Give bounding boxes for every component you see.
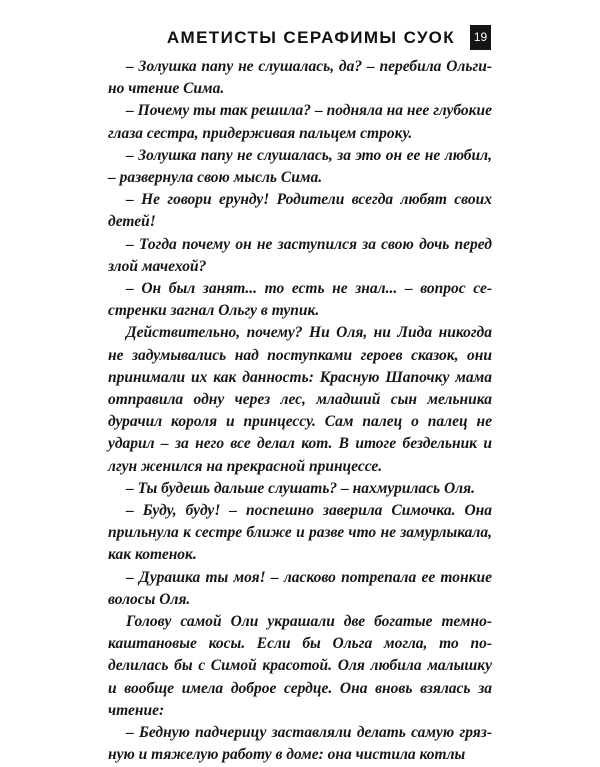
paragraph: – Почему ты так решила? – подняла на нее глубокие глаза сестра, придерживая пальцем строку. xyxy=(108,102,492,142)
paragraph: – Бедную падчерицу заставляли делать самую грязную и тяжелую работу в доме: она чистила котлы xyxy=(108,724,492,764)
page-number-badge: 19 xyxy=(470,25,491,50)
paragraph: – Ты будешь дальше слушать? – нахмурилась Оля. xyxy=(126,479,475,497)
paragraph: Действительно, почему? Ни Оля, ни Лида никогда не задумывались над поступками героев сказок, они принимали их как данность: Красную Шапочку мама отправила одну через лес, младший сын мельника дурачил короля и принцессу. Сам палец о палец не ударил – за него все делал кот. В итоге бездельник и лгун женился на прекрасной принцессе. xyxy=(108,324,492,475)
book-text-body xyxy=(108,56,492,767)
paragraph: Голову самой Оли украшали две богатые темно-каштановые косы. Если бы Ольга могла, то поделилась бы с Симой красотой. Оля любила малышку и вообще имела доброе сердце. Она вновь взялась за чтение: xyxy=(108,613,492,719)
paragraph: – Золушка папу не слушалась, за это он ее не любил, – развернула свою мысль Сима. xyxy=(108,146,492,187)
page-header xyxy=(0,25,600,51)
paragraph: – Он был занят... то есть не знал... – вопрос сестренки загнал Ольгу в тупик. xyxy=(108,280,492,320)
running-title: АМЕТИСТЫ СЕРАФИМЫ СУОК xyxy=(166,28,455,47)
paragraph: – Золушка папу не слушалась, да? – перебила Ольгино чтение Сима. xyxy=(108,58,492,98)
paragraph: – Дурашка ты моя! – ласково потрепала ее тонкие волосы Оля. xyxy=(108,568,492,608)
paragraph: – Тогда почему он не заступился за свою дочь перед злой мачехой? xyxy=(108,235,492,275)
paragraph: – Буду, буду! – поспешно заверила Симочка. Она прильнула к сестре ближе и разве что не замурлыкала, как котенок. xyxy=(108,502,492,564)
paragraph: – Не говори ерунду! Родители всегда любят своих детей! xyxy=(108,191,492,231)
